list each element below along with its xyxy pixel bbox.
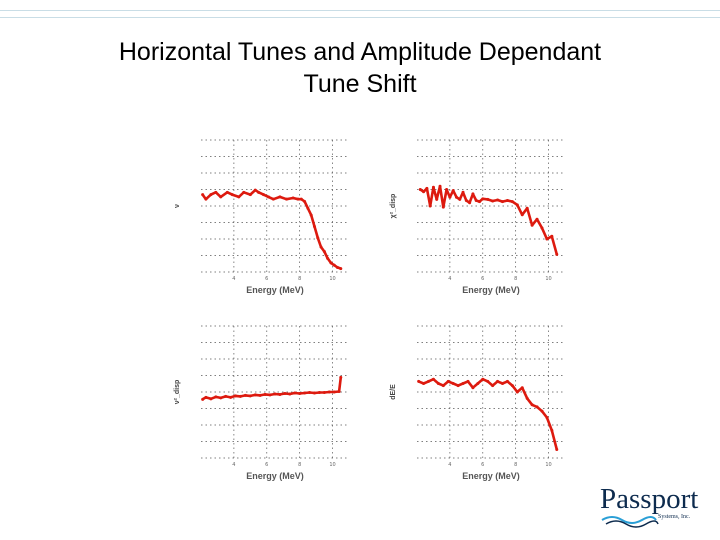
data-point bbox=[545, 238, 548, 241]
data-point bbox=[442, 206, 445, 209]
data-point bbox=[447, 380, 450, 383]
data-point bbox=[496, 198, 499, 201]
data-point bbox=[452, 189, 455, 192]
data-point bbox=[224, 395, 227, 398]
y-axis-label: ν²_disp bbox=[174, 379, 181, 405]
data-point bbox=[432, 378, 435, 381]
data-point bbox=[300, 198, 303, 201]
data-point bbox=[496, 380, 499, 383]
title-line-2: Tune Shift bbox=[303, 70, 417, 98]
x-tick-label: 4 bbox=[232, 276, 236, 282]
svg-text:Passport: Passport bbox=[600, 483, 699, 515]
data-point bbox=[419, 188, 422, 191]
logo-image bbox=[598, 482, 710, 530]
top-rule bbox=[0, 17, 720, 18]
data-point bbox=[429, 205, 432, 208]
data-point bbox=[486, 198, 489, 201]
chart-svg bbox=[157, 316, 373, 484]
data-point bbox=[267, 195, 270, 198]
data-point bbox=[437, 382, 440, 385]
data-point bbox=[531, 403, 534, 406]
data-point bbox=[310, 214, 313, 217]
data-point bbox=[204, 396, 207, 399]
data-point bbox=[339, 267, 342, 270]
data-point bbox=[320, 245, 323, 248]
data-point bbox=[229, 396, 232, 399]
x-tick-label: 10 bbox=[545, 276, 552, 282]
data-point bbox=[521, 213, 524, 216]
data-point bbox=[323, 250, 326, 253]
data-point bbox=[209, 193, 212, 196]
data-point bbox=[318, 391, 321, 394]
data-point bbox=[457, 384, 460, 387]
data-point bbox=[313, 391, 316, 394]
data-point bbox=[486, 380, 489, 383]
data-point bbox=[201, 398, 204, 401]
data-point bbox=[288, 392, 291, 395]
data-point bbox=[448, 196, 451, 199]
data-point bbox=[219, 195, 222, 198]
data-point bbox=[209, 397, 212, 400]
data-point bbox=[521, 386, 524, 389]
data-point bbox=[336, 266, 339, 269]
data-point bbox=[462, 382, 465, 385]
chart-panel-top-left bbox=[157, 130, 373, 298]
data-point bbox=[278, 195, 281, 198]
data-point bbox=[427, 380, 430, 383]
data-point bbox=[285, 198, 288, 201]
data-point bbox=[432, 186, 435, 189]
data-point bbox=[465, 199, 468, 202]
x-tick-label: 4 bbox=[448, 462, 452, 468]
data-point bbox=[501, 200, 504, 203]
top-rule bbox=[0, 10, 720, 11]
x-axis-label: Energy (MeV) bbox=[462, 471, 520, 481]
data-point bbox=[313, 225, 316, 228]
x-tick-label: 6 bbox=[481, 276, 485, 282]
title-line-1: Horizontal Tunes and Amplitude Dependant bbox=[118, 38, 602, 66]
data-point bbox=[491, 384, 494, 387]
data-point bbox=[476, 382, 479, 385]
data-point bbox=[417, 380, 420, 383]
y-axis-label: χ²_disp bbox=[390, 193, 397, 219]
chart-svg bbox=[373, 316, 589, 484]
data-point bbox=[439, 185, 442, 188]
svg-text:Systems, Inc.: Systems, Inc. bbox=[658, 514, 691, 520]
data-point bbox=[308, 391, 311, 394]
data-point bbox=[481, 197, 484, 200]
data-point bbox=[471, 386, 474, 389]
data-point bbox=[339, 376, 342, 379]
data-point bbox=[536, 218, 539, 221]
x-tick-label: 8 bbox=[298, 276, 302, 282]
data-point bbox=[555, 448, 558, 451]
data-point bbox=[328, 391, 331, 394]
data-point bbox=[214, 191, 217, 194]
data-point bbox=[491, 200, 494, 203]
data-point bbox=[259, 394, 262, 397]
data-point bbox=[293, 391, 296, 394]
x-tick-label: 8 bbox=[514, 462, 518, 468]
x-tick-label: 4 bbox=[448, 276, 452, 282]
data-point bbox=[435, 198, 438, 201]
series-line bbox=[203, 377, 341, 399]
data-point bbox=[297, 198, 300, 201]
data-point bbox=[239, 395, 242, 398]
data-point bbox=[214, 395, 217, 398]
data-point bbox=[249, 394, 252, 397]
data-point bbox=[326, 257, 329, 260]
data-point bbox=[254, 189, 257, 192]
data-point bbox=[333, 264, 336, 267]
x-tick-label: 6 bbox=[265, 462, 269, 468]
x-axis-label: Energy (MeV) bbox=[246, 285, 304, 295]
data-point bbox=[540, 410, 543, 413]
data-point bbox=[219, 396, 222, 399]
data-point bbox=[234, 394, 237, 397]
data-point bbox=[536, 405, 539, 408]
series-line bbox=[419, 379, 557, 449]
data-point bbox=[254, 393, 257, 396]
data-point bbox=[526, 397, 529, 400]
y-axis-label: dE/E bbox=[390, 384, 397, 400]
x-tick-label: 8 bbox=[514, 276, 518, 282]
data-point bbox=[231, 193, 234, 196]
data-point bbox=[298, 392, 301, 395]
data-point bbox=[506, 199, 509, 202]
data-point bbox=[323, 391, 326, 394]
passport-logo bbox=[598, 482, 710, 530]
data-point bbox=[338, 390, 341, 393]
data-point bbox=[545, 416, 548, 419]
data-point bbox=[526, 207, 529, 210]
data-point bbox=[481, 378, 484, 381]
data-point bbox=[555, 253, 558, 256]
data-point bbox=[274, 392, 277, 395]
data-point bbox=[264, 393, 267, 396]
x-tick-label: 10 bbox=[545, 462, 552, 468]
data-point bbox=[226, 191, 229, 194]
data-point bbox=[475, 199, 478, 202]
data-point bbox=[501, 382, 504, 385]
data-point bbox=[516, 391, 519, 394]
data-point bbox=[468, 201, 471, 204]
data-point bbox=[422, 190, 425, 193]
chart-svg bbox=[373, 130, 589, 298]
data-point bbox=[244, 394, 247, 397]
slide-title bbox=[40, 36, 680, 100]
chart-svg bbox=[157, 130, 373, 298]
data-point bbox=[237, 195, 240, 198]
data-point bbox=[257, 191, 260, 194]
data-point bbox=[531, 224, 534, 227]
chart-panel-top-right bbox=[373, 130, 589, 298]
data-point bbox=[442, 384, 445, 387]
data-point bbox=[540, 227, 543, 230]
data-point bbox=[303, 200, 306, 203]
x-tick-label: 6 bbox=[265, 276, 269, 282]
data-point bbox=[511, 200, 514, 203]
data-point bbox=[422, 382, 425, 385]
data-point bbox=[278, 393, 281, 396]
x-tick-label: 4 bbox=[232, 462, 236, 468]
data-point bbox=[306, 207, 309, 210]
data-point bbox=[478, 200, 481, 203]
data-point bbox=[283, 392, 286, 395]
chart-panel-bottom-right bbox=[373, 316, 589, 484]
data-point bbox=[204, 198, 207, 201]
x-tick-label: 6 bbox=[481, 462, 485, 468]
x-axis-label: Energy (MeV) bbox=[462, 285, 520, 295]
data-point bbox=[471, 192, 474, 195]
x-tick-label: 8 bbox=[298, 462, 302, 468]
data-point bbox=[445, 188, 448, 191]
data-point bbox=[458, 198, 461, 201]
data-point bbox=[272, 198, 275, 201]
data-point bbox=[201, 193, 204, 196]
data-point bbox=[466, 380, 469, 383]
chart-panel-bottom-left bbox=[157, 316, 373, 484]
data-point bbox=[316, 236, 319, 239]
data-point bbox=[269, 393, 272, 396]
data-point bbox=[329, 261, 332, 264]
data-point bbox=[242, 191, 245, 194]
y-axis-label: ν bbox=[174, 204, 181, 208]
data-point bbox=[550, 429, 553, 432]
series-line bbox=[203, 190, 341, 269]
data-point bbox=[292, 197, 295, 200]
data-point bbox=[511, 384, 514, 387]
x-tick-label: 10 bbox=[329, 462, 336, 468]
data-point bbox=[262, 193, 265, 196]
data-point bbox=[506, 380, 509, 383]
data-point bbox=[333, 391, 336, 394]
x-axis-label: Energy (MeV) bbox=[246, 471, 304, 481]
data-point bbox=[516, 203, 519, 206]
data-point bbox=[452, 382, 455, 385]
data-point bbox=[249, 193, 252, 196]
data-point bbox=[303, 391, 306, 394]
x-tick-label: 10 bbox=[329, 276, 336, 282]
data-point bbox=[550, 235, 553, 238]
data-point bbox=[425, 187, 428, 190]
data-point bbox=[462, 191, 465, 194]
data-point bbox=[455, 196, 458, 199]
